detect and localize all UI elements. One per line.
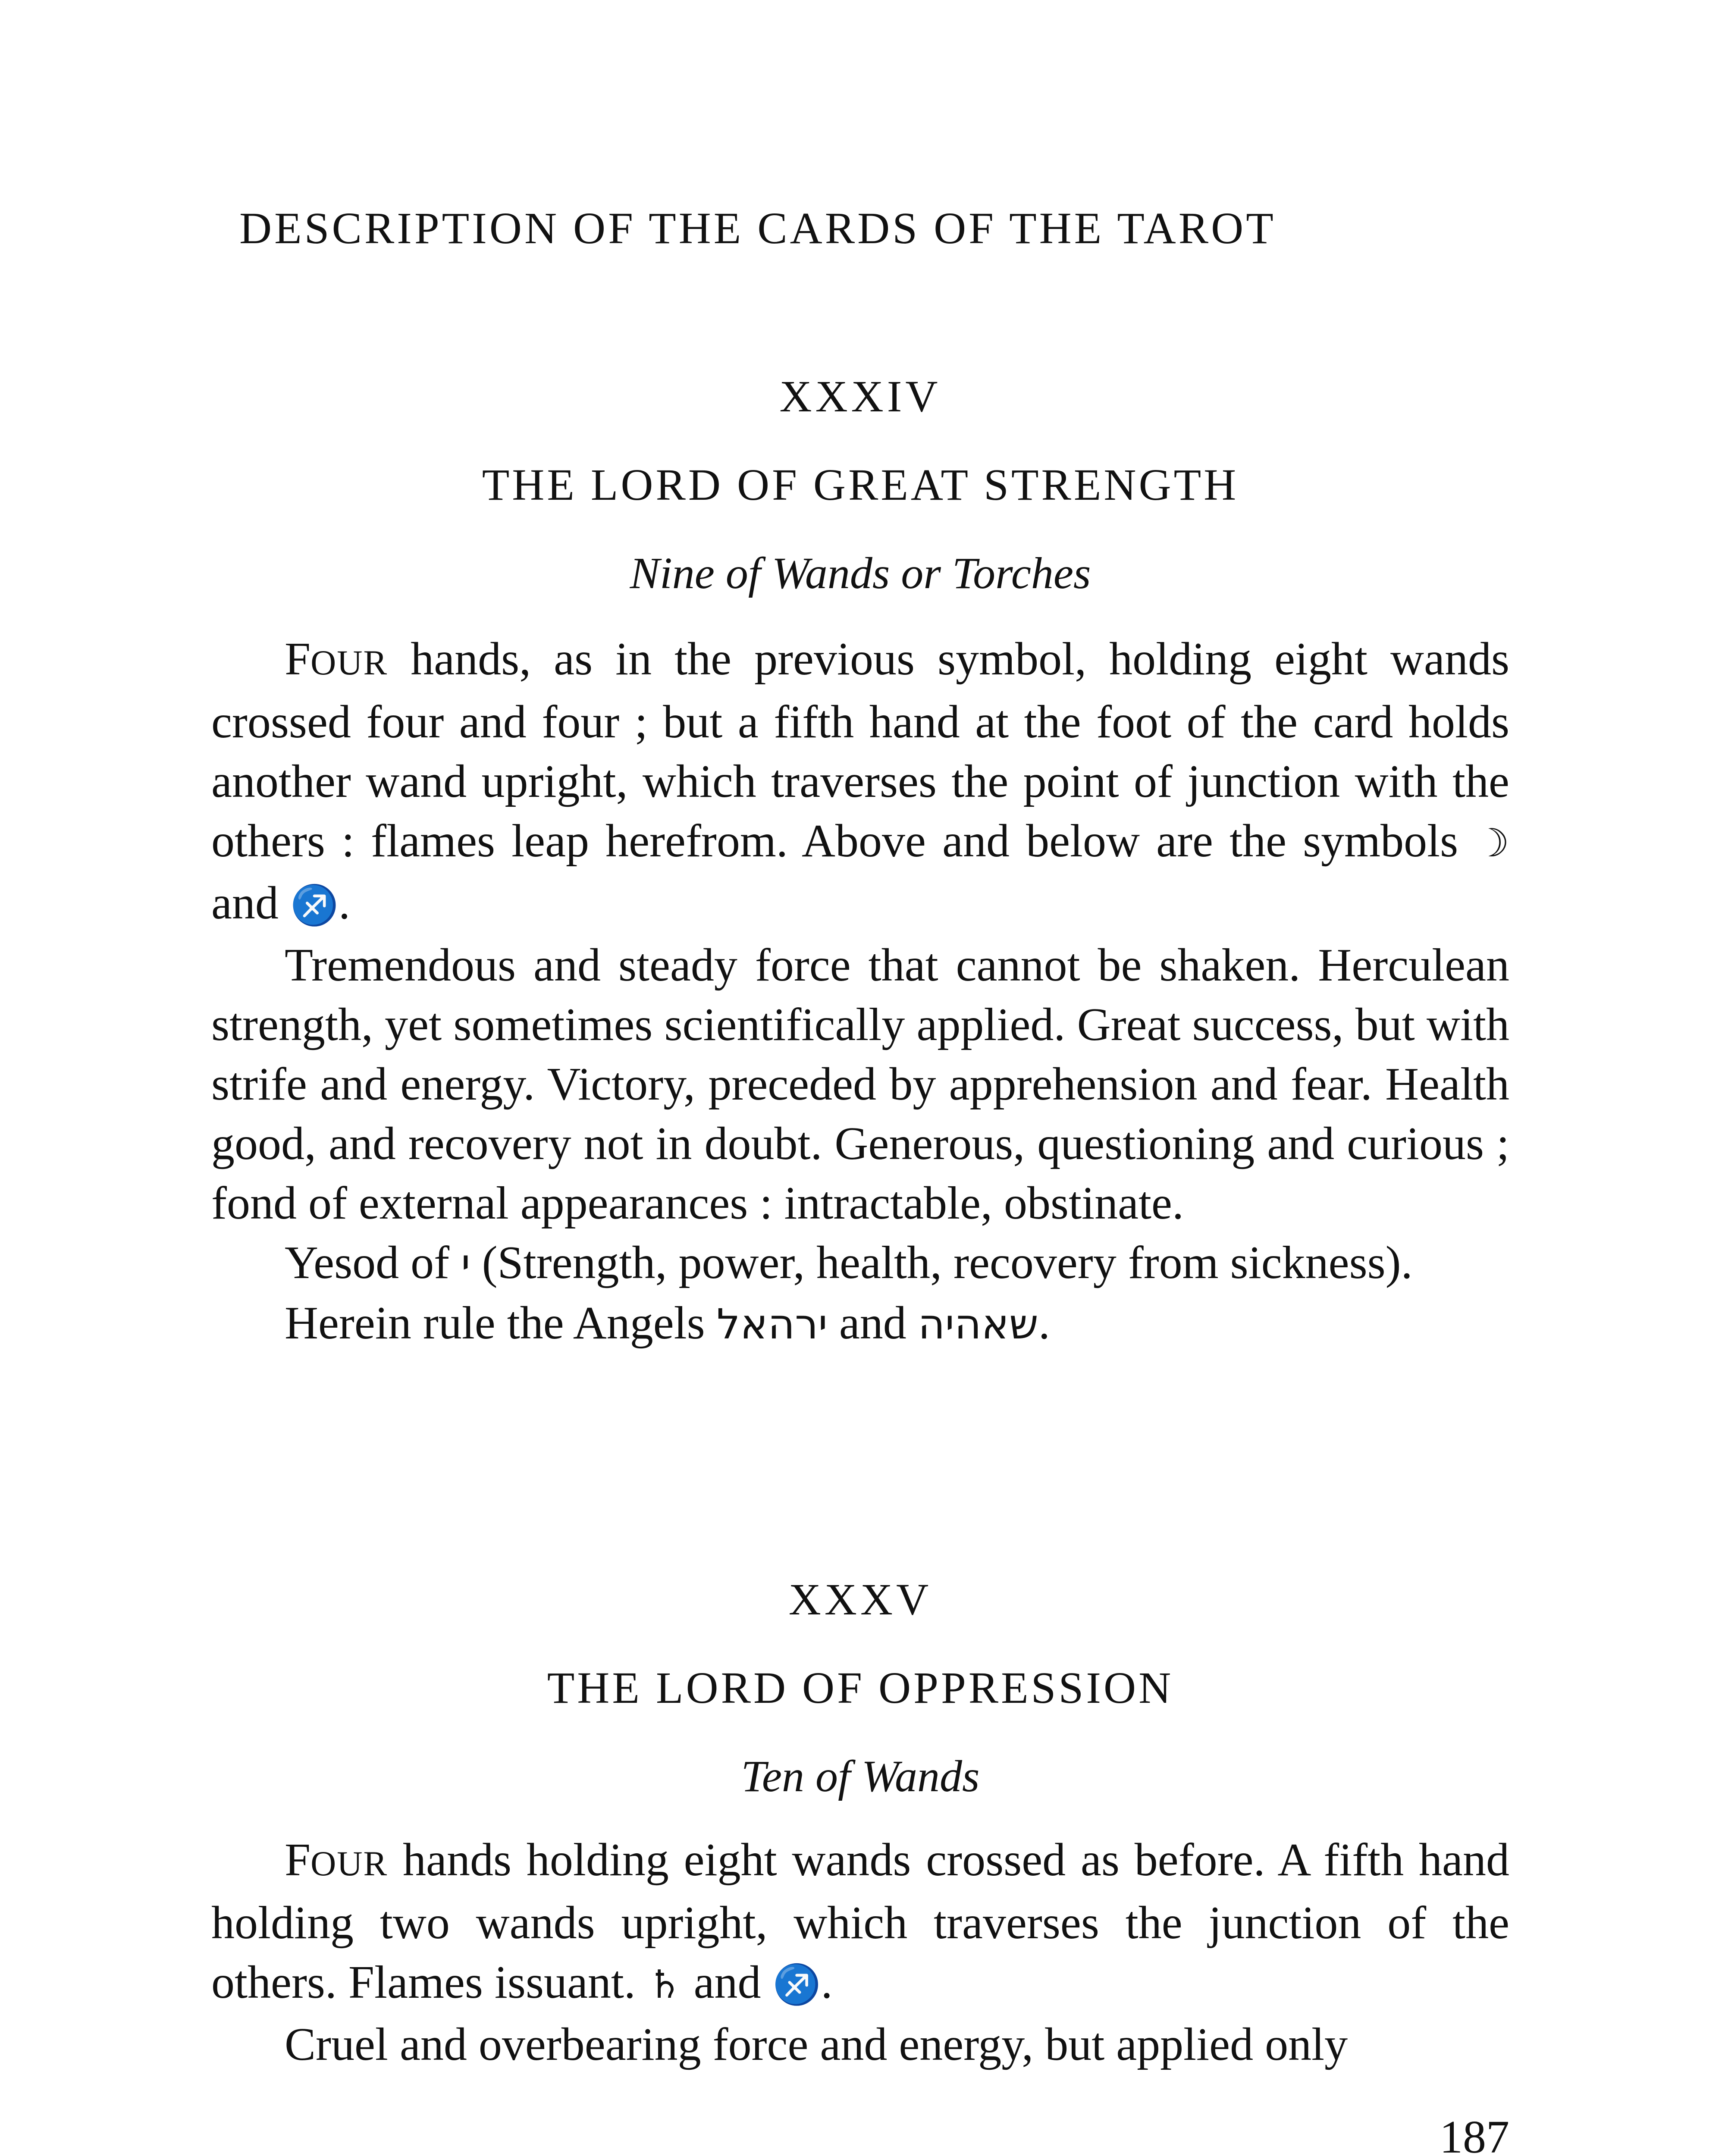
- period-text: .: [821, 1957, 833, 2008]
- section-35-numeral: XXXV: [788, 1575, 932, 1624]
- section-34-paragraph-2: Tremendous and steady force that cannot be shaken. Herculean strength, yet sometimes scientifically applied. Great success, but with strife and energy. Victory, preceded by apprehension and fear. Health good, and recovery not in doubt. Generous, questioning and curious ; fond of external appearances : intractable, obstinate.: [211, 940, 1509, 1229]
- paragraph-text: hands, as in the previous symbol, holding eight wands crossed four and four ; but a fifth hand at the foot of the card holds another wand upright, which traverses the point of junction with the others : flames leap herefrom. Above and below are the symbols: [211, 633, 1509, 867]
- conjunction-text: and: [827, 1297, 918, 1349]
- section-34-numeral: XXXIV: [779, 372, 941, 421]
- drop-initial: F: [285, 633, 311, 685]
- small-caps-word: OUR: [310, 1844, 388, 1883]
- section-34-paragraph-1: [211, 630, 1509, 936]
- section-34-subtitle: Nine of Wands or Torches: [630, 548, 1091, 598]
- sagittarius-symbol: ♐: [772, 1964, 821, 2006]
- section-35-paragraph-2: Cruel and overbearing force and energy, but applied only: [285, 2019, 1348, 2070]
- conjunction-text: and: [682, 1957, 773, 2008]
- period-text: .: [1038, 1297, 1050, 1349]
- running-head: DESCRIPTION OF THE CARDS OF THE TAROT: [239, 204, 1276, 253]
- section-34-paragraph-3: [211, 1233, 1509, 1294]
- section-35-body: [211, 1830, 1509, 2075]
- drop-initial: F: [285, 1834, 311, 1886]
- section-35-subtitle: Ten of Wands: [741, 1752, 980, 1801]
- paragraph-text: (Strength, power, health, recovery from sickness).: [470, 1237, 1413, 1288]
- section-34-paragraph-4: [211, 1294, 1509, 1354]
- period-text: .: [339, 877, 350, 929]
- page-number: 187: [1440, 2112, 1509, 2156]
- sagittarius-symbol: ♐: [290, 884, 339, 927]
- saturn-symbol: ♄: [647, 1964, 682, 2006]
- moon-symbol: ☽: [1474, 822, 1509, 865]
- hebrew-angel-name: ירהאל: [716, 1300, 828, 1348]
- paragraph-text: Herein rule the Angels: [285, 1297, 717, 1349]
- section-35-title: THE LORD OF OPPRESSION: [547, 1663, 1174, 1713]
- section-35-paragraph-1: [211, 1830, 1509, 2015]
- small-caps-word: OUR: [310, 643, 388, 682]
- hebrew-angel-name: שאהיה: [918, 1300, 1038, 1348]
- hebrew-letter: י: [461, 1240, 470, 1288]
- section-34-title: THE LORD OF GREAT STRENGTH: [482, 460, 1239, 510]
- section-34-body: [211, 630, 1509, 1354]
- paragraph-text: Yesod of: [285, 1237, 461, 1288]
- paragraph-text: hands holding eight wands crossed as before. A fifth hand holding two wands upright, which traverses the junction of the others. Flames issuant.: [211, 1834, 1509, 2008]
- conjunction-text: and: [211, 877, 290, 929]
